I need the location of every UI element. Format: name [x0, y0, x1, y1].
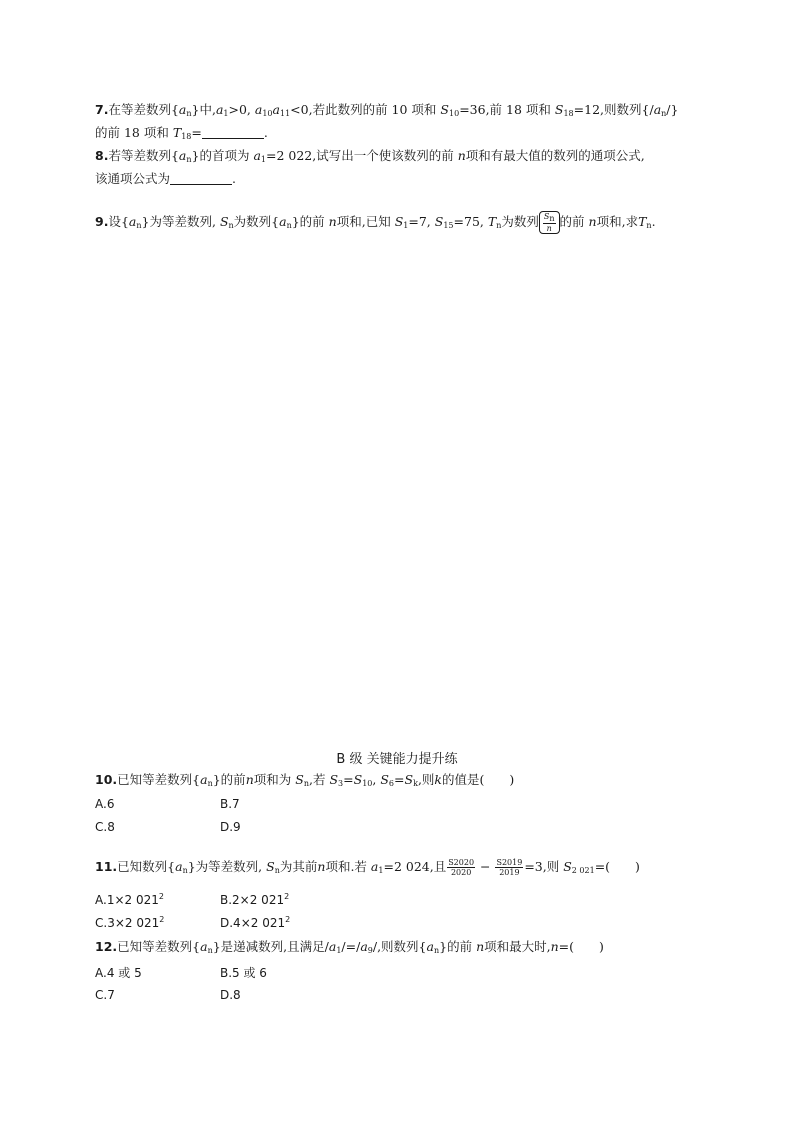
q12-option-c[interactable]: C.7	[95, 988, 115, 1002]
q10-option-a[interactable]: A.6	[95, 797, 115, 811]
q8-line2: 该通项公式为 .	[95, 171, 236, 186]
q12-option-d[interactable]: D.8	[220, 988, 241, 1002]
q9-line: 9.设$\{a_n\}$为等差数列, $S_n$为数列$\{a_n\}$的前 n项和,已知 $S_1=7$, $S_{15}=75$, $T_n$为数列 $\frac{S_n}{n}$ 的前 n项和,求$T_n$.	[95, 212, 656, 233]
q7-number: 7.	[95, 102, 109, 117]
q11-option-d[interactable]: D.4×2 $021^2$	[220, 915, 291, 930]
q11-number: 11.	[95, 859, 118, 874]
q12-number: 12.	[95, 939, 118, 954]
q8-line1: 8.若等差数列$\{a_n\}$的首项为 $a_1=2$ 022,试写出一个使该数列的前 n项和有最大值的数列的通项公式,	[95, 148, 645, 164]
q11-frac-2019: $\frac{S2019}{2019}$	[496, 858, 523, 877]
q11-frac-2020: $\frac{S2020}{2020}$	[448, 858, 475, 877]
q8-answer-blank[interactable]	[170, 172, 232, 185]
q12-line: 12.已知等差数列$\{a_n\}$是递减数列,且满足$/a_1/=/a_9/$,则数列$\{a_n\}$的前 n项和最大时,n=( )	[95, 939, 604, 955]
q11-line: 11.已知数列$\{a_n\}$为等差数列, $S_n$为其前n项和.若 $a_1=2$ 024,且 $\frac{S2020}{2020}$ − $\frac{S2019}{2019}$ =3,则 $S_{2 021}=$( )	[95, 858, 640, 877]
q11-option-a[interactable]: A.1×2 $021^2$	[95, 892, 164, 907]
q12-option-b[interactable]: B.5 或 6	[220, 966, 267, 980]
q7-line1: 7.在等差数列$\{a_n\}$中$,a_1>0$, $a_{10}a_{11}<0$,若此数列的前 10 项和 $S_{10}=36$,前 18 项和 $S_{18}=12$,则数列$\{/a_n/\}$	[95, 102, 679, 118]
q7-line2: 的前 18 项和 $T_{18}=$ .	[95, 125, 268, 141]
q10-line: 10.已知等差数列$\{a_n\}$的前n项和为 $S_n$,若 $S_3=S_{10}$, $S_6=S_k$,则k的值是( )	[95, 772, 515, 788]
q11-option-b[interactable]: B.2×2 $021^2$	[220, 892, 290, 907]
section-title: B 级 关键能力提升练	[336, 752, 458, 767]
q10-number: 10.	[95, 772, 118, 787]
q11-option-c[interactable]: C.3×2 $021^2$	[95, 915, 165, 930]
q9-sn-over-n: $\frac{S_n}{n}$	[539, 211, 560, 234]
q7-answer-blank[interactable]	[202, 126, 264, 139]
q10-option-c[interactable]: C.8	[95, 820, 115, 834]
q9-number: 9.	[95, 214, 109, 229]
q12-option-a[interactable]: A.4 或 5	[95, 966, 142, 980]
q8-number: 8.	[95, 148, 109, 163]
q10-option-d[interactable]: D.9	[220, 820, 241, 834]
q10-option-b[interactable]: B.7	[220, 797, 240, 811]
